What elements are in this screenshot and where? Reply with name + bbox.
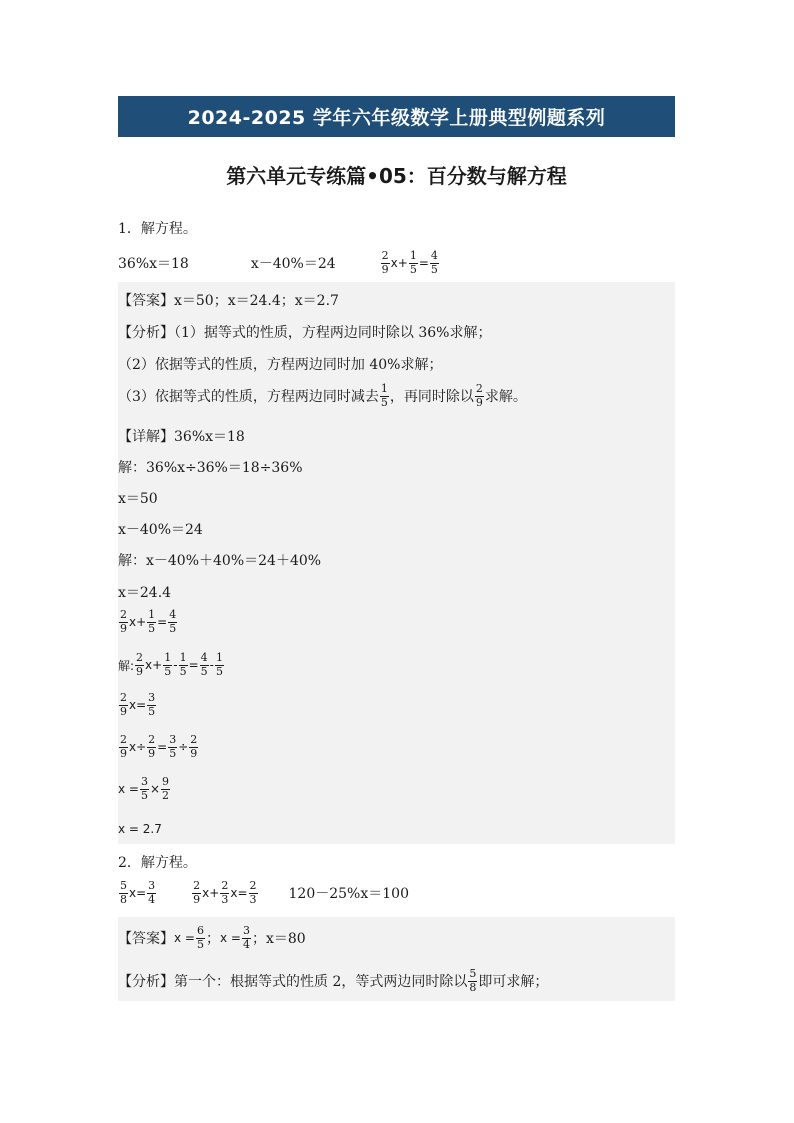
fraction-1-5: $\frac{1}{5}$ — [179, 651, 187, 678]
analysis-3a-text: （3）依据等式的性质，方程两边同时减去 — [118, 389, 379, 406]
answer-2-label: 【答案】 — [118, 931, 174, 948]
fraction-2-9: $\frac{2}{9}$ — [148, 733, 156, 760]
fraction-1-5: $\frac{1}{5}$ — [148, 608, 156, 635]
answer-2-end: ；x＝80 — [251, 931, 306, 948]
fraction-2-3: $\frac{2}{3}$ — [249, 879, 257, 906]
question-2-equations: $\frac{5}{8}$ x = $\frac{3}{4}$ $\frac{2}{9}$ x + $\frac{2}{3}$ x = $\frac{2}{3}$ 120－25%x＝100 — [120, 879, 409, 906]
fraction-2-9: $\frac{2}{9}$ — [381, 249, 389, 276]
equation-2: x－40%＝24 — [250, 256, 336, 273]
detail-line-2 — [118, 457, 303, 477]
fraction-3-4: $\frac{3}{4}$ — [242, 924, 250, 951]
analysis-1-text: 【分析】（1）据等式的性质，方程两边同时除以 36%求解； — [118, 325, 492, 341]
fraction-3-5: $\frac{3}{5}$ — [140, 775, 148, 802]
fraction-2-9: $\frac{2}{9}$ — [120, 691, 127, 718]
detail-2-text: 解：36%x÷36%＝18÷36% — [118, 460, 303, 476]
page-subtitle: 第六单元专练篇•05：百分数与解方程 — [226, 164, 567, 188]
fraction-1-5: $\frac{1}{5}$ — [409, 249, 417, 276]
detail-line-8: 解: $\frac{2}{9}$ x + $\frac{1}{5}$ - $\frac{1}{5}$ = $\frac{4}{5}$ - $\frac{1}{5}$ — [118, 651, 223, 678]
analysis-1-line-1 — [118, 322, 491, 342]
detail-line-1 — [118, 426, 245, 446]
result-text: x = 2.7 — [118, 822, 162, 836]
fraction-9-2: $\frac{9}{2}$ — [162, 775, 170, 802]
analysis-2 — [118, 968, 548, 994]
detail-line-5 — [118, 550, 321, 570]
fraction-2-9: $\frac{2}{9}$ — [136, 651, 144, 678]
equation-3: $\frac{2}{9}$ x + $\frac{1}{5}$ = $\frac{4}{5}$ — [381, 249, 438, 276]
fraction-5-8: $\frac{5}{8}$ — [120, 879, 127, 906]
separator: ； — [205, 931, 220, 948]
detail-line-7: $\frac{2}{9}$ x + $\frac{1}{5}$ = $\frac{4}{5}$ — [120, 608, 177, 635]
fraction-2-9: $\frac{2}{9}$ — [475, 382, 483, 409]
detail-line-3 — [118, 488, 158, 508]
question-2-title — [118, 852, 197, 872]
question-1-title — [118, 218, 197, 238]
equation-1: 36%x＝18 — [118, 256, 189, 273]
analysis-1-line-2 — [118, 354, 442, 374]
detail-1-text: 【详解】36%x＝18 — [118, 429, 245, 445]
analysis-1-line-3 — [118, 383, 527, 409]
fraction-2-9: $\frac{2}{9}$ — [120, 733, 127, 760]
fraction-2-9: $\frac{2}{9}$ — [190, 733, 198, 760]
detail-line-11: x = $\frac{3}{5}$ × $\frac{9}{2}$ — [118, 775, 170, 802]
analysis-3c-text: 求解。 — [484, 389, 527, 406]
analysis-3b-text: ，再同时除以 — [389, 389, 474, 406]
detail-line-9: $\frac{2}{9}$ x = $\frac{3}{5}$ — [120, 691, 156, 718]
detail-5-text: 解：x－40%＋40%＝24＋40% — [118, 553, 322, 569]
question-1-equations — [118, 250, 440, 276]
fraction-4-5: $\frac{4}{5}$ — [430, 249, 438, 276]
equation-6: 120－25%x＝100 — [288, 886, 409, 903]
fraction-1-5: $\frac{1}{5}$ — [164, 651, 172, 678]
answer-1 — [118, 290, 339, 310]
q1-title-text: 1．解方程。 — [118, 221, 197, 237]
fraction-2-9: $\frac{2}{9}$ — [120, 608, 127, 635]
fraction-2-9: $\frac{2}{9}$ — [193, 879, 201, 906]
fraction-5-8: $\frac{5}{8}$ — [469, 967, 477, 994]
detail-line-4 — [118, 519, 203, 539]
fraction-1-5: $\frac{1}{5}$ — [215, 651, 223, 678]
analysis-2-text: （2）依据等式的性质，方程两边同时加 40%求解； — [118, 357, 443, 373]
fraction-3-5: $\frac{3}{5}$ — [169, 733, 177, 760]
fraction-6-5: $\frac{6}{5}$ — [196, 924, 204, 951]
fraction-2-3: $\frac{2}{3}$ — [221, 879, 229, 906]
detail-line-10: $\frac{2}{9}$ x ÷ $\frac{2}{9}$ = $\frac{3}{5}$ ÷ $\frac{2}{9}$ — [120, 733, 198, 760]
detail-line-6 — [118, 582, 171, 602]
fraction-4-5: $\frac{4}{5}$ — [169, 608, 177, 635]
title-banner: 2024-2025 学年六年级数学上册典型例题系列 — [118, 96, 675, 137]
analysis-2b-text: 即可求解； — [478, 974, 549, 991]
fraction-1-5: $\frac{1}{5}$ — [380, 382, 388, 409]
fraction-3-5: $\frac{3}{5}$ — [148, 691, 156, 718]
detail-6-text: x＝24.4 — [118, 585, 172, 601]
q2-title-text: 2．解方程。 — [118, 855, 197, 871]
answer-2: 【答案】 x = $\frac{6}{5}$ ； x = $\frac{3}{4}$ ；x＝80 — [118, 924, 306, 951]
detail-line-12 — [118, 822, 162, 836]
detail-4-text: x－40%＝24 — [118, 522, 203, 538]
fraction-4-5: $\frac{4}{5}$ — [200, 651, 208, 678]
detail-3-text: x＝50 — [118, 491, 158, 507]
fraction-3-4: $\frac{3}{4}$ — [148, 879, 156, 906]
analysis-2a-text: 【分析】第一个：根据等式的性质 2，等式两边同时除以 — [118, 974, 468, 991]
answer-1-text: 【答案】x＝50；x＝24.4；x＝2.7 — [118, 293, 339, 309]
